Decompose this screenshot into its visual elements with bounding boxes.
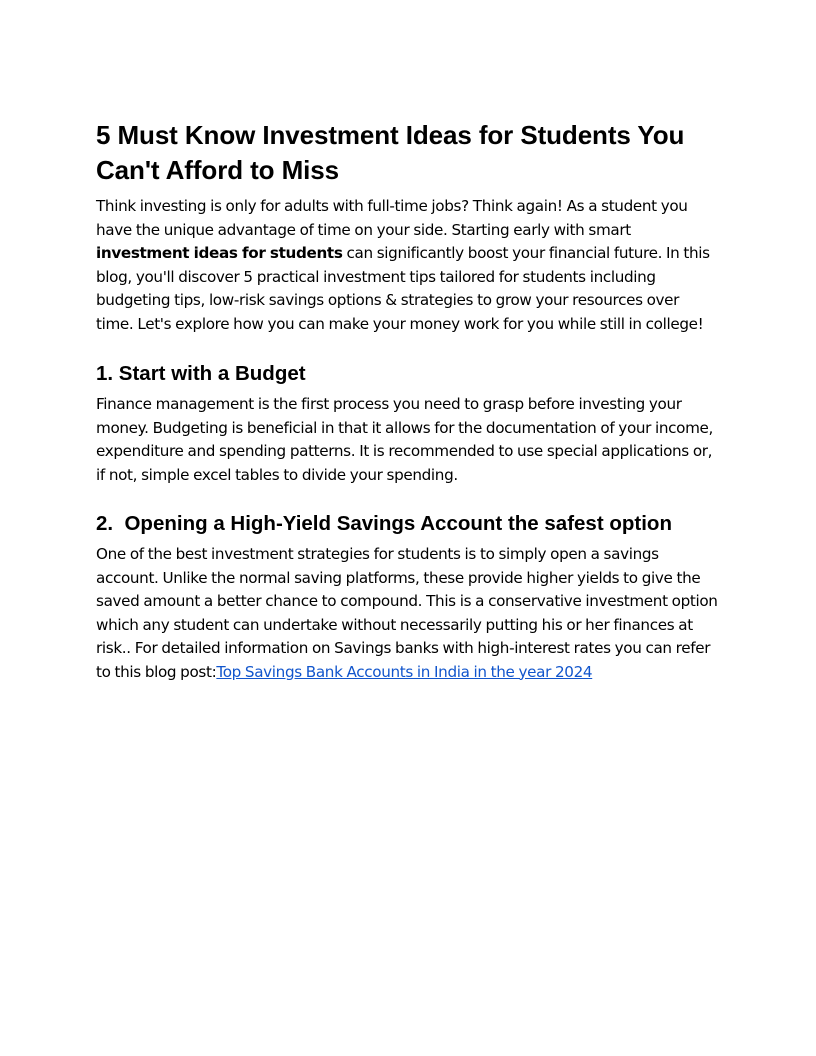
section-1-heading: 1. Start with a Budget <box>96 362 306 385</box>
document-page <box>96 118 720 684</box>
section-1-body: Finance management is the first process you need to grasp before investing your money. Budgeting is beneficial in that it allows for the documentation of your income, expenditure and spending patterns. It is recommended to use special applications or, if not, simple excel tables to divide your spending. <box>96 395 714 484</box>
savings-accounts-blog-link[interactable]: Top Savings Bank Accounts in India in the year 2024 <box>216 662 593 681</box>
page-title: 5 Must Know Investment Ideas for Students You Can't Afford to Miss <box>96 120 685 185</box>
intro-text-end: can significantly boost your financial future. In this blog, you'll discover 5 practical investment tips tailored for students including budgeting tips, low-risk savings options & strategies to grow your resources over time. Let's explore how you can make your money work for you while still in college! <box>96 244 710 333</box>
intro-text-start: Think investing is only for adults with full-time jobs? Think again! As a student you have the unique advantage of time on your side. Starting early with smart <box>96 197 688 239</box>
section-2-heading: 2. Opening a High-Yield Savings Account the safest option <box>96 512 672 535</box>
intro-paragraph <box>96 195 720 336</box>
intro-bold-phrase: investment ideas for students <box>96 244 343 262</box>
section-2-body <box>96 543 720 684</box>
section-2-text: One of the best investment strategies for students is to simply open a savings account. Unlike the normal saving platforms, these provide higher yields to give the saved amount a better chance to compound. This is a conservative investment option which any student can undertake without necessarily putting his or her finances at risk.. For detailed information on Savings banks with high-interest rates you can refer to this blog post: <box>96 545 718 681</box>
